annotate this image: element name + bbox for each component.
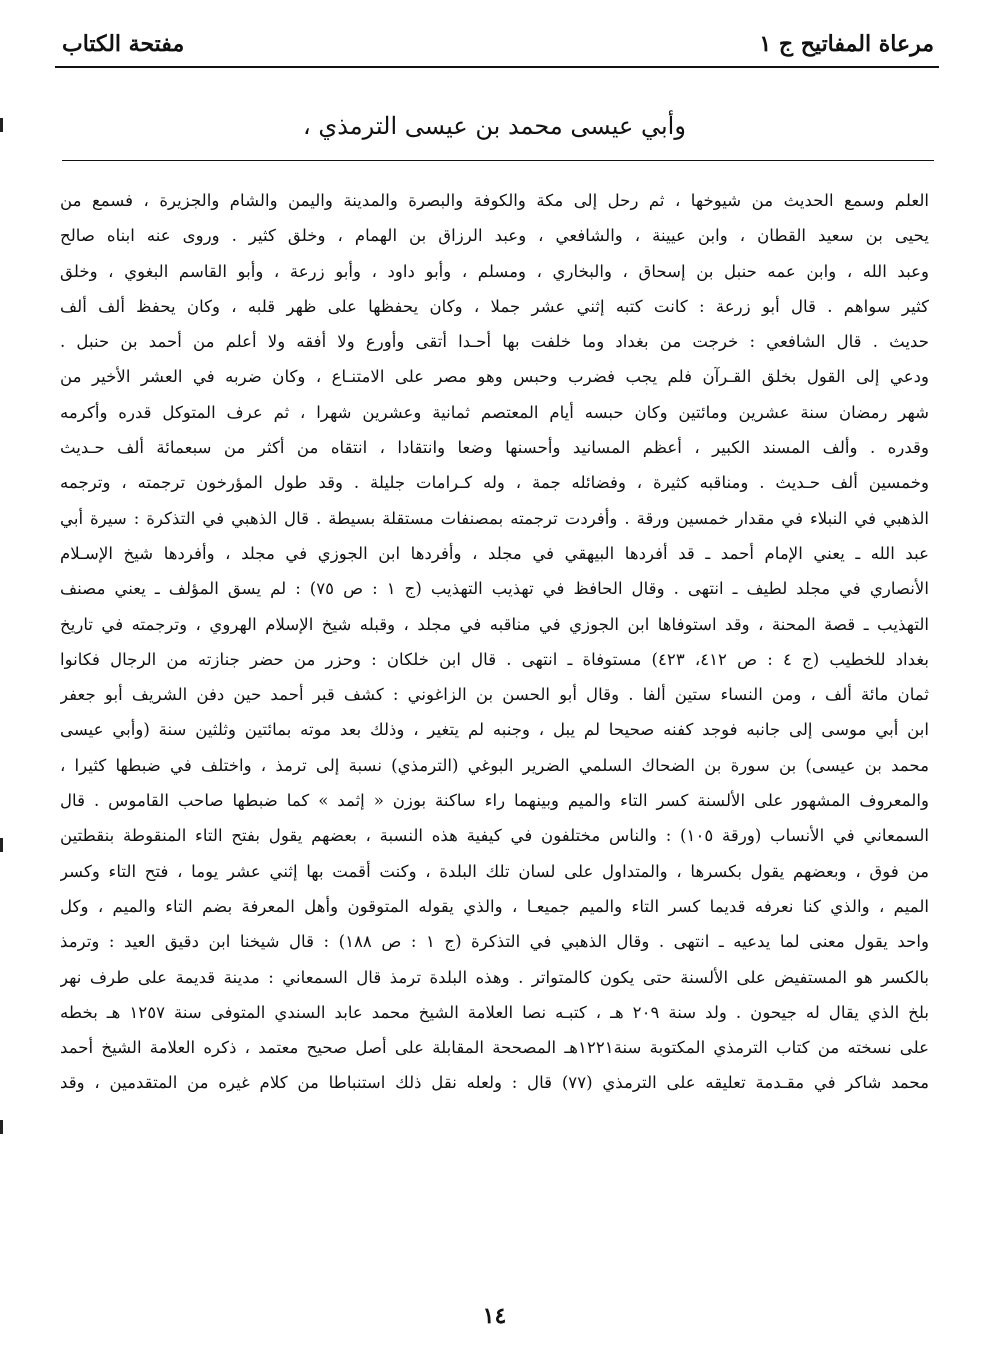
section-title: مفتحة الكتاب: [62, 31, 185, 57]
text-line: الميم ، والذي كنا نعرفه قديما كسر التاء والميم جميعـا ، والذي يقوله المتوقون وأهل المعرفة بضم التاء والميم ، وكل: [60, 896, 929, 916]
matn-heading: وأبي عيسى محمد بن عيسى الترمذي ،: [303, 112, 686, 140]
text-line: بالكسر هو المستفيض على الألسنة حتى يكون كالمتواتر . وهذه البلدة ترمذ قال السمعاني : مدينة قديمة على طرف نهر: [60, 967, 929, 987]
text-line: وقدره . وألف المسند الكبير ، أعظم المسانيد وأحسنها وضعا وانتقادا ، انتقاه من أكثر من سبعمائة ألف حـديث: [60, 438, 929, 458]
heading-divider: [62, 160, 934, 161]
text-line: يحيى بن سعيد القطان ، وابن عيينة ، والشافعي ، وعبد الرزاق بن الهمام ، وخلق كثير . وروى عنه ابناه صالح: [60, 226, 929, 246]
text-line: محمد شاكر في مقـدمة تعليقه على الترمذي (٧٧) قال : ولعله نقل ذلك استنباطا من كلام غيره من المتقدمين ، وقد: [60, 1073, 929, 1093]
text-line: بغداد للخطيب (ج ٤ : ص ٤١٢، ٤٢٣) مستوفاة ـ انتهى . قال ابن خلكان : وحزر من حضر جنازته من الرجال فكانوا: [60, 649, 929, 669]
margin-mark: [0, 838, 3, 852]
running-header: [62, 28, 934, 60]
text-line: عبد الله ـ يعني الإمام أحمد ـ قد أفردها البيهقي في مجلد ، وأفردها ابن الجوزي في مجلد ، وأفردها شيخ الإسـلام: [60, 543, 929, 563]
text-line: السمعاني في الأنساب (ورقة ١٠٥) : والناس مختلفون في كيفية هذه النسبة ، بعضهم يقول بفتح التاء المنقوطة بنقطتين: [60, 826, 929, 846]
text-line: حديث . قال الشافعي : خرجت من بغداد وما خلفت بها أحـدا أتقى وأورع ولا أفقه ولا أعلم من أحمد بن حنبل .: [60, 332, 929, 352]
page-number: ١٤: [482, 1303, 507, 1329]
text-line: محمد بن عيسى) بن سورة بن الضحاك السلمي الضرير البوغي (الترمذي) نسبة إلى ترمذ ، واختلف في ضبطها كثيرا ،: [60, 755, 929, 775]
text-line: شهر رمضان سنة عشرين ومائتين وكان حبسه أيام المعتصم ثمانية وعشرين شهرا ، ثم عرف المتوكل قدره وأكرمه: [60, 402, 929, 422]
text-line: واحد يقول معنى لما يدعيه ـ انتهى . وقال الذهبي في التذكرة (ج ١ : ص ١٨٨) : قال شيخنا ابن دقيق العيد : وترمذ: [60, 932, 929, 952]
text-line: من فوق ، وبعضهم يقول بكسرها ، والمتداول على لسان تلك البلدة ، وكنت أقمت بها إثني عشر يوما ، فتح التاء وكسر: [60, 861, 929, 881]
margin-mark: [0, 1120, 3, 1134]
text-line: على نسخته من كتاب الترمذي المكتوبة سنة١٢٢١هـ المصححة المقابلة على أصل صحيح معتمد ، ذكره العلامة الشيخ أحمد: [60, 1038, 929, 1058]
text-line: كثير سواهم . قال أبو زرعة : كانت كتبه إثني عشر جملا ، وكان يحفظها على ظهر قلبه ، وكان يحفظ ألف ألف: [60, 296, 929, 316]
text-line: وخمسين ألف حـديث . ومناقبه كثيرة ، وفضائله جمة ، وله كـرامات جليلة . وقد طول المؤرخون ترجمته ، وترجمه: [60, 473, 929, 493]
text-line: والمعروف المشهور على الألسنة كسر التاء والميم وبينهما راء ساكنة بوزن « إثمد » كما ضبطها صاحب القاموس . قال: [60, 791, 929, 811]
text-line: التهذيب ـ قصة المحنة ، وقد استوفاها ابن الجوزي في مناقبه في مجلد ، وقبله شيخ الإسلام الهروي ، وترجمته في تاريخ: [60, 614, 929, 634]
text-line: ابن أبي موسى إلى جانبه فوجد كفنه صحيحا لم يبل ، وجنبه لم يتغير ، وذلك بعد موته بمائتين وثلثين سنة (وأبي عيسى: [60, 720, 929, 740]
text-line: الأنصاري في مجلد لطيف ـ انتهى . وقال الحافظ في تهذيب التهذيب (ج ١ : ص ٧٥) : لم يسق المؤلف ـ يعني مصنف: [60, 579, 929, 599]
book-title: مرعاة المفاتيح ج ١: [759, 31, 934, 57]
text-line: وعبد الله ، وابن عمه حنبل بن إسحاق ، والبخاري ، ومسلم ، وأبو داود ، وأبو زرعة ، وأبو القاسم البغوي ، وخلق: [60, 261, 929, 281]
text-line: ثمان مائة ألف ، ومن النساء ستين ألفا . وقال أبو الحسن بن الزاغوني : كشف قبر أحمد حين دفن الشريف أبو جعفر: [60, 685, 929, 705]
margin-mark: [0, 118, 3, 132]
text-line: ودعي إلى القول بخلق القـرآن فلم يجب فضرب وحبس وهو مصر على الامتنـاع ، وكان ضربه في العشر الأخير من: [60, 367, 929, 387]
text-line: العلم وسمع الحديث من شيوخها ، ثم رحل إلى مكة والكوفة والبصرة والمدينة واليمن والشام والجزيرة ، فسمع من: [60, 191, 929, 210]
header-divider: [55, 66, 939, 68]
text-line: بلخ الذي يقال له جيحون . ولد سنة ٢٠٩ هـ ، كتبـه نصا العلامة الشيخ محمد عابد السندي المتوفى سنة ١٢٥٧ هـ بخطه: [60, 1002, 929, 1022]
commentary-text: [60, 183, 929, 1101]
text-line: الذهبي في النبلاء في مقدار خمسين ورقة . وأفردت ترجمته بمصنفات مستقلة بسيطة . قال الذهبي في التذكرة : سيرة أبي: [60, 508, 929, 528]
